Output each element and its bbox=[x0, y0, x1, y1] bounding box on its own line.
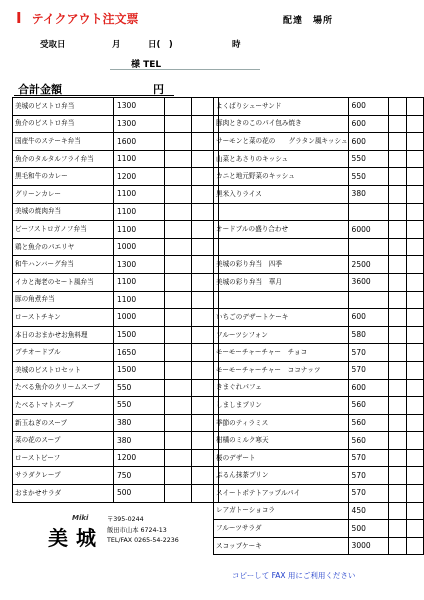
total-yen-label: 円 bbox=[153, 83, 164, 96]
extra-cell[interactable] bbox=[406, 203, 423, 221]
menu-item-price: 1100 bbox=[114, 221, 165, 239]
extra-cell[interactable] bbox=[406, 168, 423, 186]
menu-item-price: 550 bbox=[114, 397, 165, 415]
menu-row bbox=[214, 150, 424, 168]
menu-item-name bbox=[214, 291, 349, 309]
quantity-cell[interactable] bbox=[388, 185, 406, 203]
menu-item-name: たべる魚介のクリームスープ bbox=[13, 379, 114, 397]
quantity-cell[interactable] bbox=[165, 291, 192, 309]
quantity-cell[interactable] bbox=[165, 256, 192, 274]
menu-item-name: スコップケーキ bbox=[214, 537, 349, 555]
quantity-cell[interactable] bbox=[165, 467, 192, 485]
logo-miki-text: Miki bbox=[72, 514, 89, 522]
menu-item-price: 580 bbox=[348, 326, 388, 344]
menu-row bbox=[13, 168, 219, 186]
quantity-cell[interactable] bbox=[165, 309, 192, 327]
quantity-cell[interactable] bbox=[165, 115, 192, 133]
menu-item-name: ビーフストロガノフ弁当 bbox=[13, 221, 114, 239]
extra-cell[interactable] bbox=[406, 256, 423, 274]
menu-row bbox=[13, 414, 219, 432]
quantity-cell[interactable] bbox=[388, 502, 406, 520]
menu-item-name: ぷるん抹茶プリン bbox=[214, 467, 349, 485]
menu-row bbox=[13, 150, 219, 168]
menu-item-price: 560 bbox=[348, 397, 388, 415]
menu-item-price: 570 bbox=[348, 485, 388, 503]
quantity-cell[interactable] bbox=[165, 361, 192, 379]
menu-row bbox=[13, 344, 219, 362]
extra-cell[interactable] bbox=[406, 449, 423, 467]
extra-cell[interactable] bbox=[406, 502, 423, 520]
quantity-cell[interactable] bbox=[388, 133, 406, 151]
menu-row bbox=[13, 467, 219, 485]
menu-row bbox=[13, 273, 219, 291]
menu-item-price: 600 bbox=[348, 133, 388, 151]
quantity-cell[interactable] bbox=[165, 168, 192, 186]
menu-row bbox=[214, 185, 424, 203]
quantity-cell[interactable] bbox=[165, 238, 192, 256]
menu-row bbox=[13, 185, 219, 203]
menu-item-name: 鶏と魚介のパエリヤ bbox=[13, 238, 114, 256]
menu-row bbox=[214, 98, 424, 116]
extra-cell[interactable] bbox=[406, 467, 423, 485]
quantity-cell[interactable] bbox=[165, 203, 192, 221]
menu-row bbox=[13, 326, 219, 344]
quantity-cell[interactable] bbox=[165, 273, 192, 291]
menu-item-price: 1500 bbox=[114, 326, 165, 344]
menu-item-price: 1100 bbox=[114, 150, 165, 168]
menu-item-price: 6000 bbox=[348, 221, 388, 239]
menu-item-name: サラダクレープ bbox=[13, 467, 114, 485]
extra-cell[interactable] bbox=[406, 361, 423, 379]
menu-row bbox=[13, 221, 219, 239]
total-amount-label: 合計金額 bbox=[18, 83, 62, 96]
logo-kanji-text: 美城 bbox=[48, 526, 104, 550]
month-label: 月 bbox=[112, 40, 121, 50]
total-underline bbox=[14, 95, 174, 96]
menu-item-name: 魚介のタルタルフライ弁当 bbox=[13, 150, 114, 168]
menu-row bbox=[214, 221, 424, 239]
menu-row bbox=[214, 133, 424, 151]
menu-item-name: モーモーチャーチャー ココナッツ bbox=[214, 361, 349, 379]
menu-item-price: 550 bbox=[348, 150, 388, 168]
extra-cell[interactable] bbox=[406, 344, 423, 362]
menu-item-price: 1600 bbox=[114, 133, 165, 151]
quantity-cell[interactable] bbox=[388, 168, 406, 186]
menu-item-name: レアガトーショコラ bbox=[214, 502, 349, 520]
extra-cell[interactable] bbox=[406, 185, 423, 203]
hour-label: 時 bbox=[232, 40, 241, 50]
menu-item-price: 1000 bbox=[114, 309, 165, 327]
customer-tel-label: 様 TEL bbox=[131, 60, 162, 70]
menu-item-name: 和牛ハンバーグ弁当 bbox=[13, 256, 114, 274]
menu-row bbox=[214, 467, 424, 485]
menu-item-price: 570 bbox=[348, 361, 388, 379]
form-title-text: テイクアウト注文票 bbox=[31, 11, 139, 26]
extra-cell[interactable] bbox=[406, 115, 423, 133]
menu-item-price: 1200 bbox=[114, 449, 165, 467]
extra-cell[interactable] bbox=[406, 309, 423, 327]
menu-item-name: いちごのデザートケーキ bbox=[214, 309, 349, 327]
menu-row bbox=[214, 520, 424, 538]
menu-item-name: よくばりシューサンド bbox=[214, 98, 349, 116]
quantity-cell[interactable] bbox=[165, 133, 192, 151]
menu-item-price: 570 bbox=[348, 344, 388, 362]
received-date-label: 受取日 bbox=[40, 40, 66, 50]
menu-row bbox=[13, 256, 219, 274]
quantity-cell[interactable] bbox=[165, 221, 192, 239]
menu-item-name: 桜のデザート bbox=[214, 449, 349, 467]
menu-item-name: フルーツシフォン bbox=[214, 326, 349, 344]
menu-item-name: 魚介のビストロ弁当 bbox=[13, 115, 114, 133]
quantity-cell[interactable] bbox=[388, 326, 406, 344]
menu-item-name: カニと地元野菜のキッシュ bbox=[214, 168, 349, 186]
quantity-cell[interactable] bbox=[388, 203, 406, 221]
quantity-cell[interactable] bbox=[165, 185, 192, 203]
quantity-cell[interactable] bbox=[388, 291, 406, 309]
extra-cell[interactable] bbox=[406, 98, 423, 116]
menu-item-price: 560 bbox=[348, 414, 388, 432]
menu-item-name: 黒米入りライス bbox=[214, 185, 349, 203]
menu-item-price: 550 bbox=[114, 379, 165, 397]
menu-item-name: 豚の角煮弁当 bbox=[13, 291, 114, 309]
menu-item-name: 季節のティラミス bbox=[214, 414, 349, 432]
menu-item-name: 山菜とあさりのキッシュ bbox=[214, 150, 349, 168]
menu-item-name: 豚肉ときのこのパイ包み焼き bbox=[214, 115, 349, 133]
menu-item-price: 3600 bbox=[348, 273, 388, 291]
menu-item-name: 国産牛のステーキ弁当 bbox=[13, 133, 114, 151]
quantity-cell[interactable] bbox=[165, 344, 192, 362]
menu-row bbox=[13, 309, 219, 327]
quantity-cell[interactable] bbox=[165, 98, 192, 116]
menu-item-name: 美城の彩り弁当 四季 bbox=[214, 256, 349, 274]
extra-cell[interactable] bbox=[406, 326, 423, 344]
menu-row bbox=[214, 537, 424, 555]
form-number: Ⅰ bbox=[16, 9, 22, 27]
menu-item-name: ローストチキン bbox=[13, 309, 114, 327]
menu-row bbox=[13, 238, 219, 256]
menu-item-price: 1100 bbox=[114, 291, 165, 309]
menu-item-price: 1000 bbox=[114, 238, 165, 256]
menu-item-price: 600 bbox=[348, 379, 388, 397]
menu-item-name: オードブルの盛り合わせ bbox=[214, 221, 349, 239]
shop-postal: 〒395-0244 bbox=[107, 516, 144, 523]
quantity-cell[interactable] bbox=[388, 397, 406, 415]
extra-cell[interactable] bbox=[406, 537, 423, 555]
menu-row bbox=[13, 115, 219, 133]
menu-item-price: 570 bbox=[348, 449, 388, 467]
menu-row bbox=[13, 449, 219, 467]
menu-item-price: 2500 bbox=[348, 256, 388, 274]
menu-row bbox=[214, 485, 424, 503]
menu-item-price: 1300 bbox=[114, 256, 165, 274]
menu-item-name: イカと海老のセート風弁当 bbox=[13, 273, 114, 291]
menu-row bbox=[214, 273, 424, 291]
menu-item-name: スイートポテトアップルパイ bbox=[214, 485, 349, 503]
menu-row bbox=[214, 291, 424, 309]
extra-cell[interactable] bbox=[406, 432, 423, 450]
menu-item-name bbox=[214, 238, 349, 256]
menu-item-price: 500 bbox=[348, 520, 388, 538]
quantity-cell[interactable] bbox=[388, 449, 406, 467]
extra-cell[interactable] bbox=[406, 397, 423, 415]
menu-item-price: 3000 bbox=[348, 537, 388, 555]
menu-item-price: 1100 bbox=[114, 203, 165, 221]
menu-item-price bbox=[348, 203, 388, 221]
shop-address-block bbox=[107, 515, 179, 547]
extra-cell[interactable] bbox=[406, 379, 423, 397]
quantity-cell[interactable] bbox=[165, 414, 192, 432]
menu-item-name: モーモーチャーチャー チョコ bbox=[214, 344, 349, 362]
quantity-cell[interactable] bbox=[388, 273, 406, 291]
shop-logo bbox=[48, 516, 104, 551]
menu-row bbox=[214, 449, 424, 467]
quantity-cell[interactable] bbox=[388, 432, 406, 450]
form-title bbox=[16, 9, 139, 27]
quantity-cell[interactable] bbox=[165, 150, 192, 168]
menu-row bbox=[13, 361, 219, 379]
menu-row bbox=[214, 432, 424, 450]
extra-cell[interactable] bbox=[406, 238, 423, 256]
quantity-cell[interactable] bbox=[165, 397, 192, 415]
menu-row bbox=[214, 344, 424, 362]
menu-row bbox=[13, 432, 219, 450]
extra-cell[interactable] bbox=[406, 221, 423, 239]
quantity-cell[interactable] bbox=[388, 221, 406, 239]
fax-note: コピーして FAX 用にご利用ください bbox=[232, 571, 356, 580]
menu-row bbox=[214, 326, 424, 344]
quantity-cell[interactable] bbox=[388, 115, 406, 133]
menu-item-price: 570 bbox=[348, 467, 388, 485]
menu-item-name: しましまプリン bbox=[214, 397, 349, 415]
extra-cell[interactable] bbox=[406, 291, 423, 309]
menu-row bbox=[214, 309, 424, 327]
extra-cell[interactable] bbox=[406, 273, 423, 291]
menu-item-name: 本日のおまかせお魚料理 bbox=[13, 326, 114, 344]
quantity-cell[interactable] bbox=[388, 98, 406, 116]
menu-item-price: 600 bbox=[348, 309, 388, 327]
quantity-cell[interactable] bbox=[165, 485, 192, 503]
quantity-cell[interactable] bbox=[388, 150, 406, 168]
menu-item-price: 560 bbox=[348, 432, 388, 450]
menu-item-price: 550 bbox=[348, 168, 388, 186]
extra-cell[interactable] bbox=[406, 520, 423, 538]
menu-row bbox=[13, 397, 219, 415]
quantity-cell[interactable] bbox=[388, 256, 406, 274]
extra-cell[interactable] bbox=[406, 150, 423, 168]
menu-row bbox=[13, 485, 219, 503]
menu-row bbox=[214, 414, 424, 432]
menu-row bbox=[214, 168, 424, 186]
menu-item-price: 380 bbox=[348, 185, 388, 203]
quantity-cell[interactable] bbox=[388, 309, 406, 327]
menu-row bbox=[13, 379, 219, 397]
menu-item-price: 600 bbox=[348, 98, 388, 116]
quantity-cell[interactable] bbox=[388, 520, 406, 538]
quantity-cell[interactable] bbox=[388, 344, 406, 362]
menu-item-price: 380 bbox=[114, 414, 165, 432]
menu-item-price: 1200 bbox=[114, 168, 165, 186]
quantity-cell[interactable] bbox=[165, 379, 192, 397]
menu-item-name: 美城のビストロセット bbox=[13, 361, 114, 379]
menu-item-name: プチオードブル bbox=[13, 344, 114, 362]
quantity-cell[interactable] bbox=[388, 238, 406, 256]
menu-item-name: 美城のビストロ弁当 bbox=[13, 98, 114, 116]
delivery-location-label: 配達 場所 bbox=[283, 16, 334, 26]
menu-row bbox=[214, 397, 424, 415]
menu-row bbox=[13, 291, 219, 309]
menu-item-name: きまぐれパフェ bbox=[214, 379, 349, 397]
extra-cell[interactable] bbox=[406, 485, 423, 503]
menu-item-price: 750 bbox=[114, 467, 165, 485]
menu-item-name: フルーツサラダ bbox=[214, 520, 349, 538]
menu-row bbox=[214, 379, 424, 397]
menu-row bbox=[214, 502, 424, 520]
menu-row bbox=[214, 256, 424, 274]
extra-cell[interactable] bbox=[406, 133, 423, 151]
menu-row bbox=[13, 203, 219, 221]
menu-row bbox=[214, 238, 424, 256]
menu-item-name: サーモンと菜の花の グラタン風キッシュ bbox=[214, 133, 349, 151]
menu-item-name: ローストビーフ bbox=[13, 449, 114, 467]
menu-row bbox=[214, 361, 424, 379]
menu-item-price: 600 bbox=[348, 115, 388, 133]
menu-item-name: おまかせサラダ bbox=[13, 485, 114, 503]
quantity-cell[interactable] bbox=[165, 326, 192, 344]
menu-item-price bbox=[348, 291, 388, 309]
quantity-cell[interactable] bbox=[388, 485, 406, 503]
menu-item-name: たべるトマトスープ bbox=[13, 397, 114, 415]
menu-item-price bbox=[348, 238, 388, 256]
menu-table-left bbox=[12, 97, 219, 503]
menu-row bbox=[13, 98, 219, 116]
menu-item-name: 美城の焼肉弁当 bbox=[13, 203, 114, 221]
menu-item-price: 1500 bbox=[114, 361, 165, 379]
extra-cell[interactable] bbox=[406, 414, 423, 432]
quantity-cell[interactable] bbox=[165, 432, 192, 450]
quantity-cell[interactable] bbox=[388, 379, 406, 397]
menu-item-price: 1100 bbox=[114, 185, 165, 203]
quantity-cell[interactable] bbox=[388, 361, 406, 379]
menu-row bbox=[214, 115, 424, 133]
menu-item-name: 新玉ねぎのスープ bbox=[13, 414, 114, 432]
menu-row bbox=[214, 203, 424, 221]
menu-item-price: 1300 bbox=[114, 98, 165, 116]
menu-item-name: 菜の花のスープ bbox=[13, 432, 114, 450]
menu-item-price: 1650 bbox=[114, 344, 165, 362]
menu-item-name bbox=[214, 203, 349, 221]
menu-item-price: 1100 bbox=[114, 273, 165, 291]
menu-item-name: 黒毛和牛のカレー bbox=[13, 168, 114, 186]
quantity-cell[interactable] bbox=[388, 537, 406, 555]
quantity-cell[interactable] bbox=[388, 414, 406, 432]
menu-item-name: 美城の彩り弁当 華月 bbox=[214, 273, 349, 291]
menu-item-name: 柑橘のミルク寒天 bbox=[214, 432, 349, 450]
quantity-cell[interactable] bbox=[165, 449, 192, 467]
menu-item-price: 450 bbox=[348, 502, 388, 520]
menu-row bbox=[13, 133, 219, 151]
tel-underline bbox=[110, 69, 260, 70]
day-label: 日( ) bbox=[148, 40, 173, 50]
quantity-cell[interactable] bbox=[388, 467, 406, 485]
shop-telfax: TEL/FAX 0265-54-2236 bbox=[107, 537, 179, 544]
menu-item-price: 380 bbox=[114, 432, 165, 450]
menu-item-name: グリーンカレー bbox=[13, 185, 114, 203]
menu-table-right bbox=[213, 97, 424, 555]
menu-item-price: 500 bbox=[114, 485, 165, 503]
menu-item-price: 1300 bbox=[114, 115, 165, 133]
shop-address: 飯田市山本 6724-13 bbox=[107, 526, 167, 534]
